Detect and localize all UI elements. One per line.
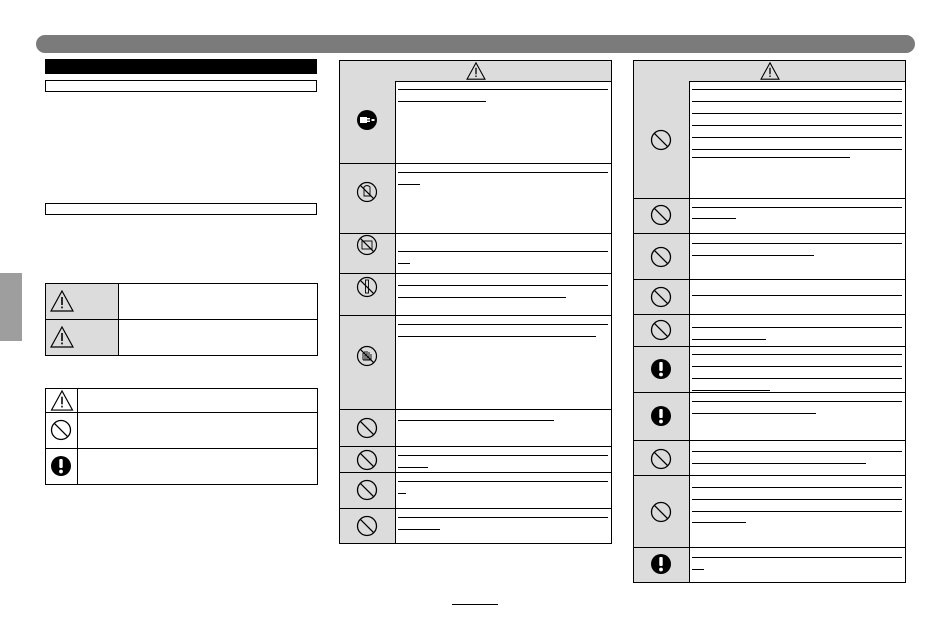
prohibited-icon [356,449,378,471]
prohibited-icon [650,319,672,341]
symbol-legend-table [45,388,318,485]
warning-table-middle [339,60,612,544]
icon-column [340,81,395,543]
prohibited-icon [650,129,672,151]
prohibited-icon [356,417,378,439]
subheading-box-2 [45,203,317,215]
top-banner [36,35,915,53]
warning-header [634,61,905,82]
no-wet-hands-icon [356,234,378,256]
no-disassemble-icon [356,276,378,298]
no-water-icon [356,181,378,203]
section-title-bar [45,59,317,74]
unplug-icon [356,109,378,131]
warning-header [340,61,611,82]
warning-triangle-icon [760,62,780,80]
prohibited-icon [356,515,378,537]
prohibited-icon [50,419,72,441]
page-number-rule [452,604,498,605]
warning-triangle-icon [466,62,486,80]
warning-triangle-icon [50,326,74,350]
warning-triangle-icon [50,390,74,411]
subheading-box-1 [45,80,317,92]
warning-triangle-icon [50,290,74,314]
no-touch-icon [356,345,378,367]
exclamation-icon [650,405,672,427]
signal-word-table [45,283,318,356]
side-chapter-tab [0,273,22,341]
prohibited-icon [650,501,672,523]
exclamation-icon [50,455,72,477]
exclamation-icon [650,553,672,575]
prohibited-icon [650,448,672,470]
prohibited-icon [650,246,672,268]
prohibited-icon [356,479,378,501]
warning-table-right [633,60,906,583]
prohibited-icon [650,204,672,226]
exclamation-icon [650,358,672,380]
prohibited-icon [650,286,672,308]
